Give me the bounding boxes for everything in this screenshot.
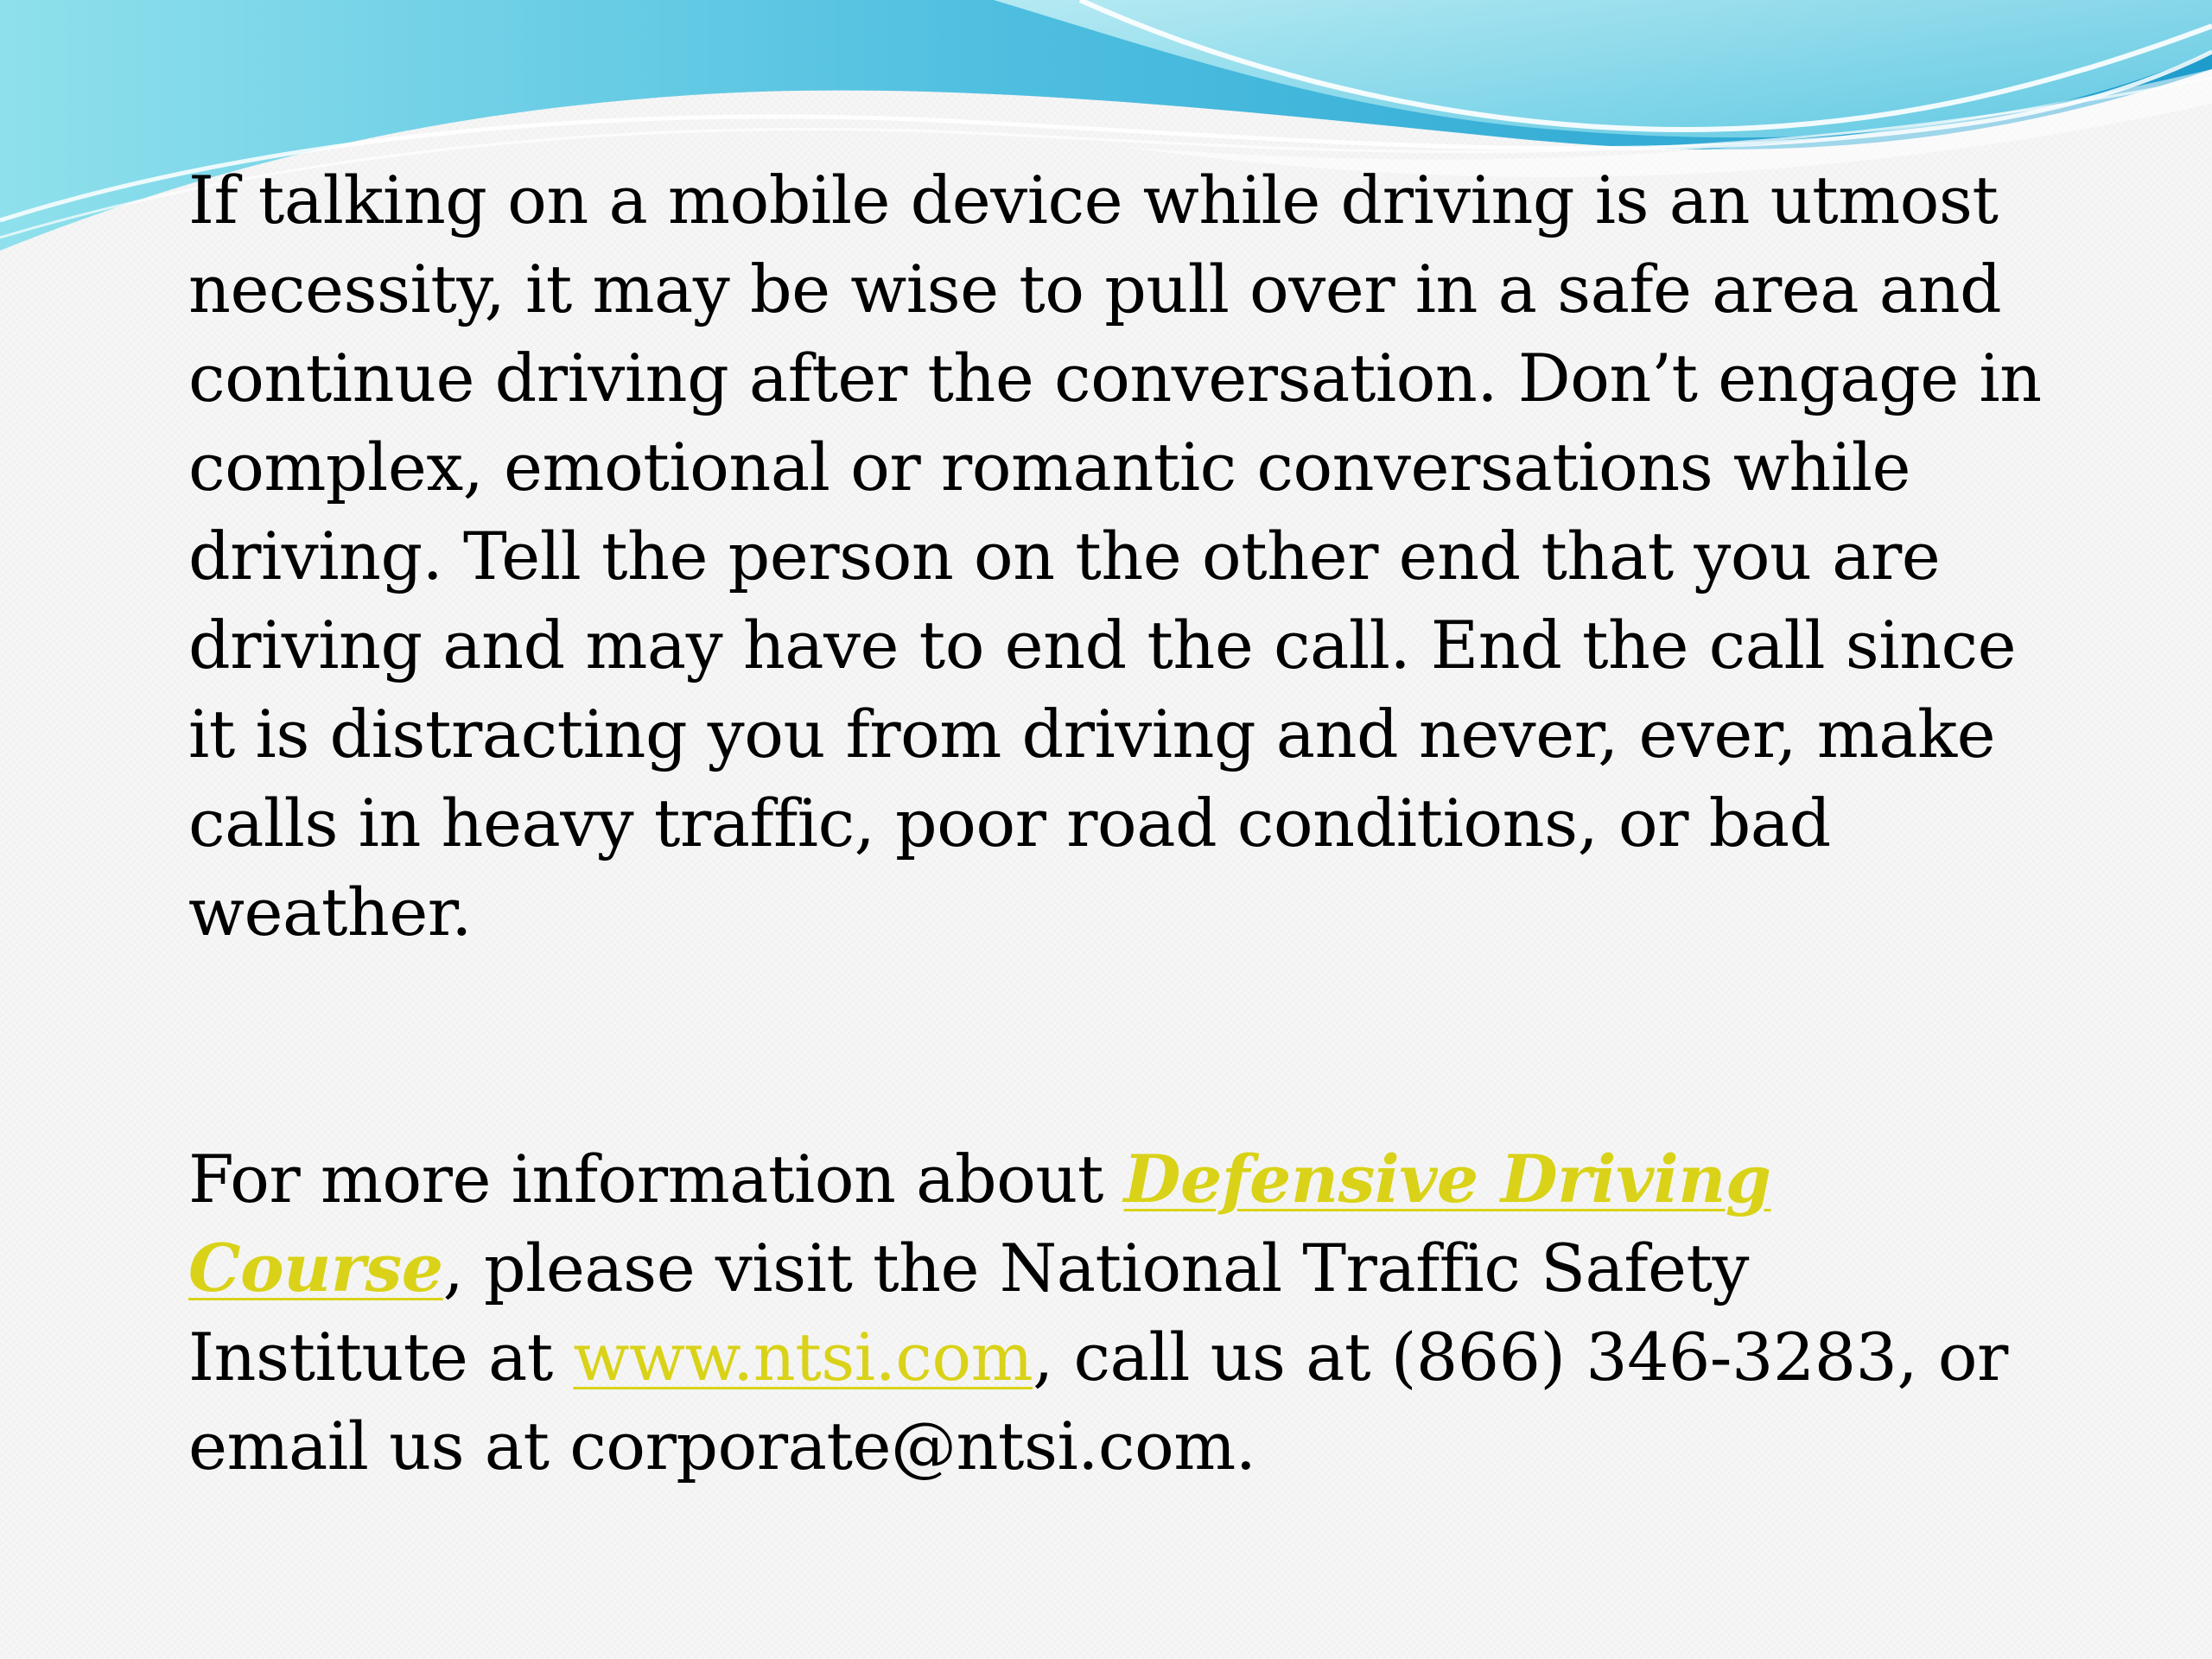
ntsi-website-link[interactable]: www.ntsi.com (573, 1319, 1033, 1395)
contact-closing-text: , call us at (866) 346-3283, or email us at corporate@ntsi.com. (188, 1319, 2008, 1484)
paragraph-spacer (188, 957, 2046, 1135)
slide-body (188, 156, 2046, 1491)
paragraph-contact-info (188, 1135, 2046, 1491)
contact-middle-text: , please visit the National Traffic Safety Institute at (188, 1230, 1749, 1395)
defensive-driving-course-link[interactable]: Defensive Driving Course (188, 1141, 1771, 1306)
paragraph-safety-advice: If talking on a mobile device while driving is an utmost necessity, it may be wise to pull over in a safe area and continue driving after the conversation. Don’t engage in complex, emotional or romantic conversations while driving. Tell the person on the other end that you are driving and may have to end the call. End the call since it is distracting you from driving and never, ever, make calls in heavy traffic, poor road conditions, or bad weather. (188, 162, 2042, 950)
contact-lead-text: For more information about (188, 1141, 1124, 1217)
